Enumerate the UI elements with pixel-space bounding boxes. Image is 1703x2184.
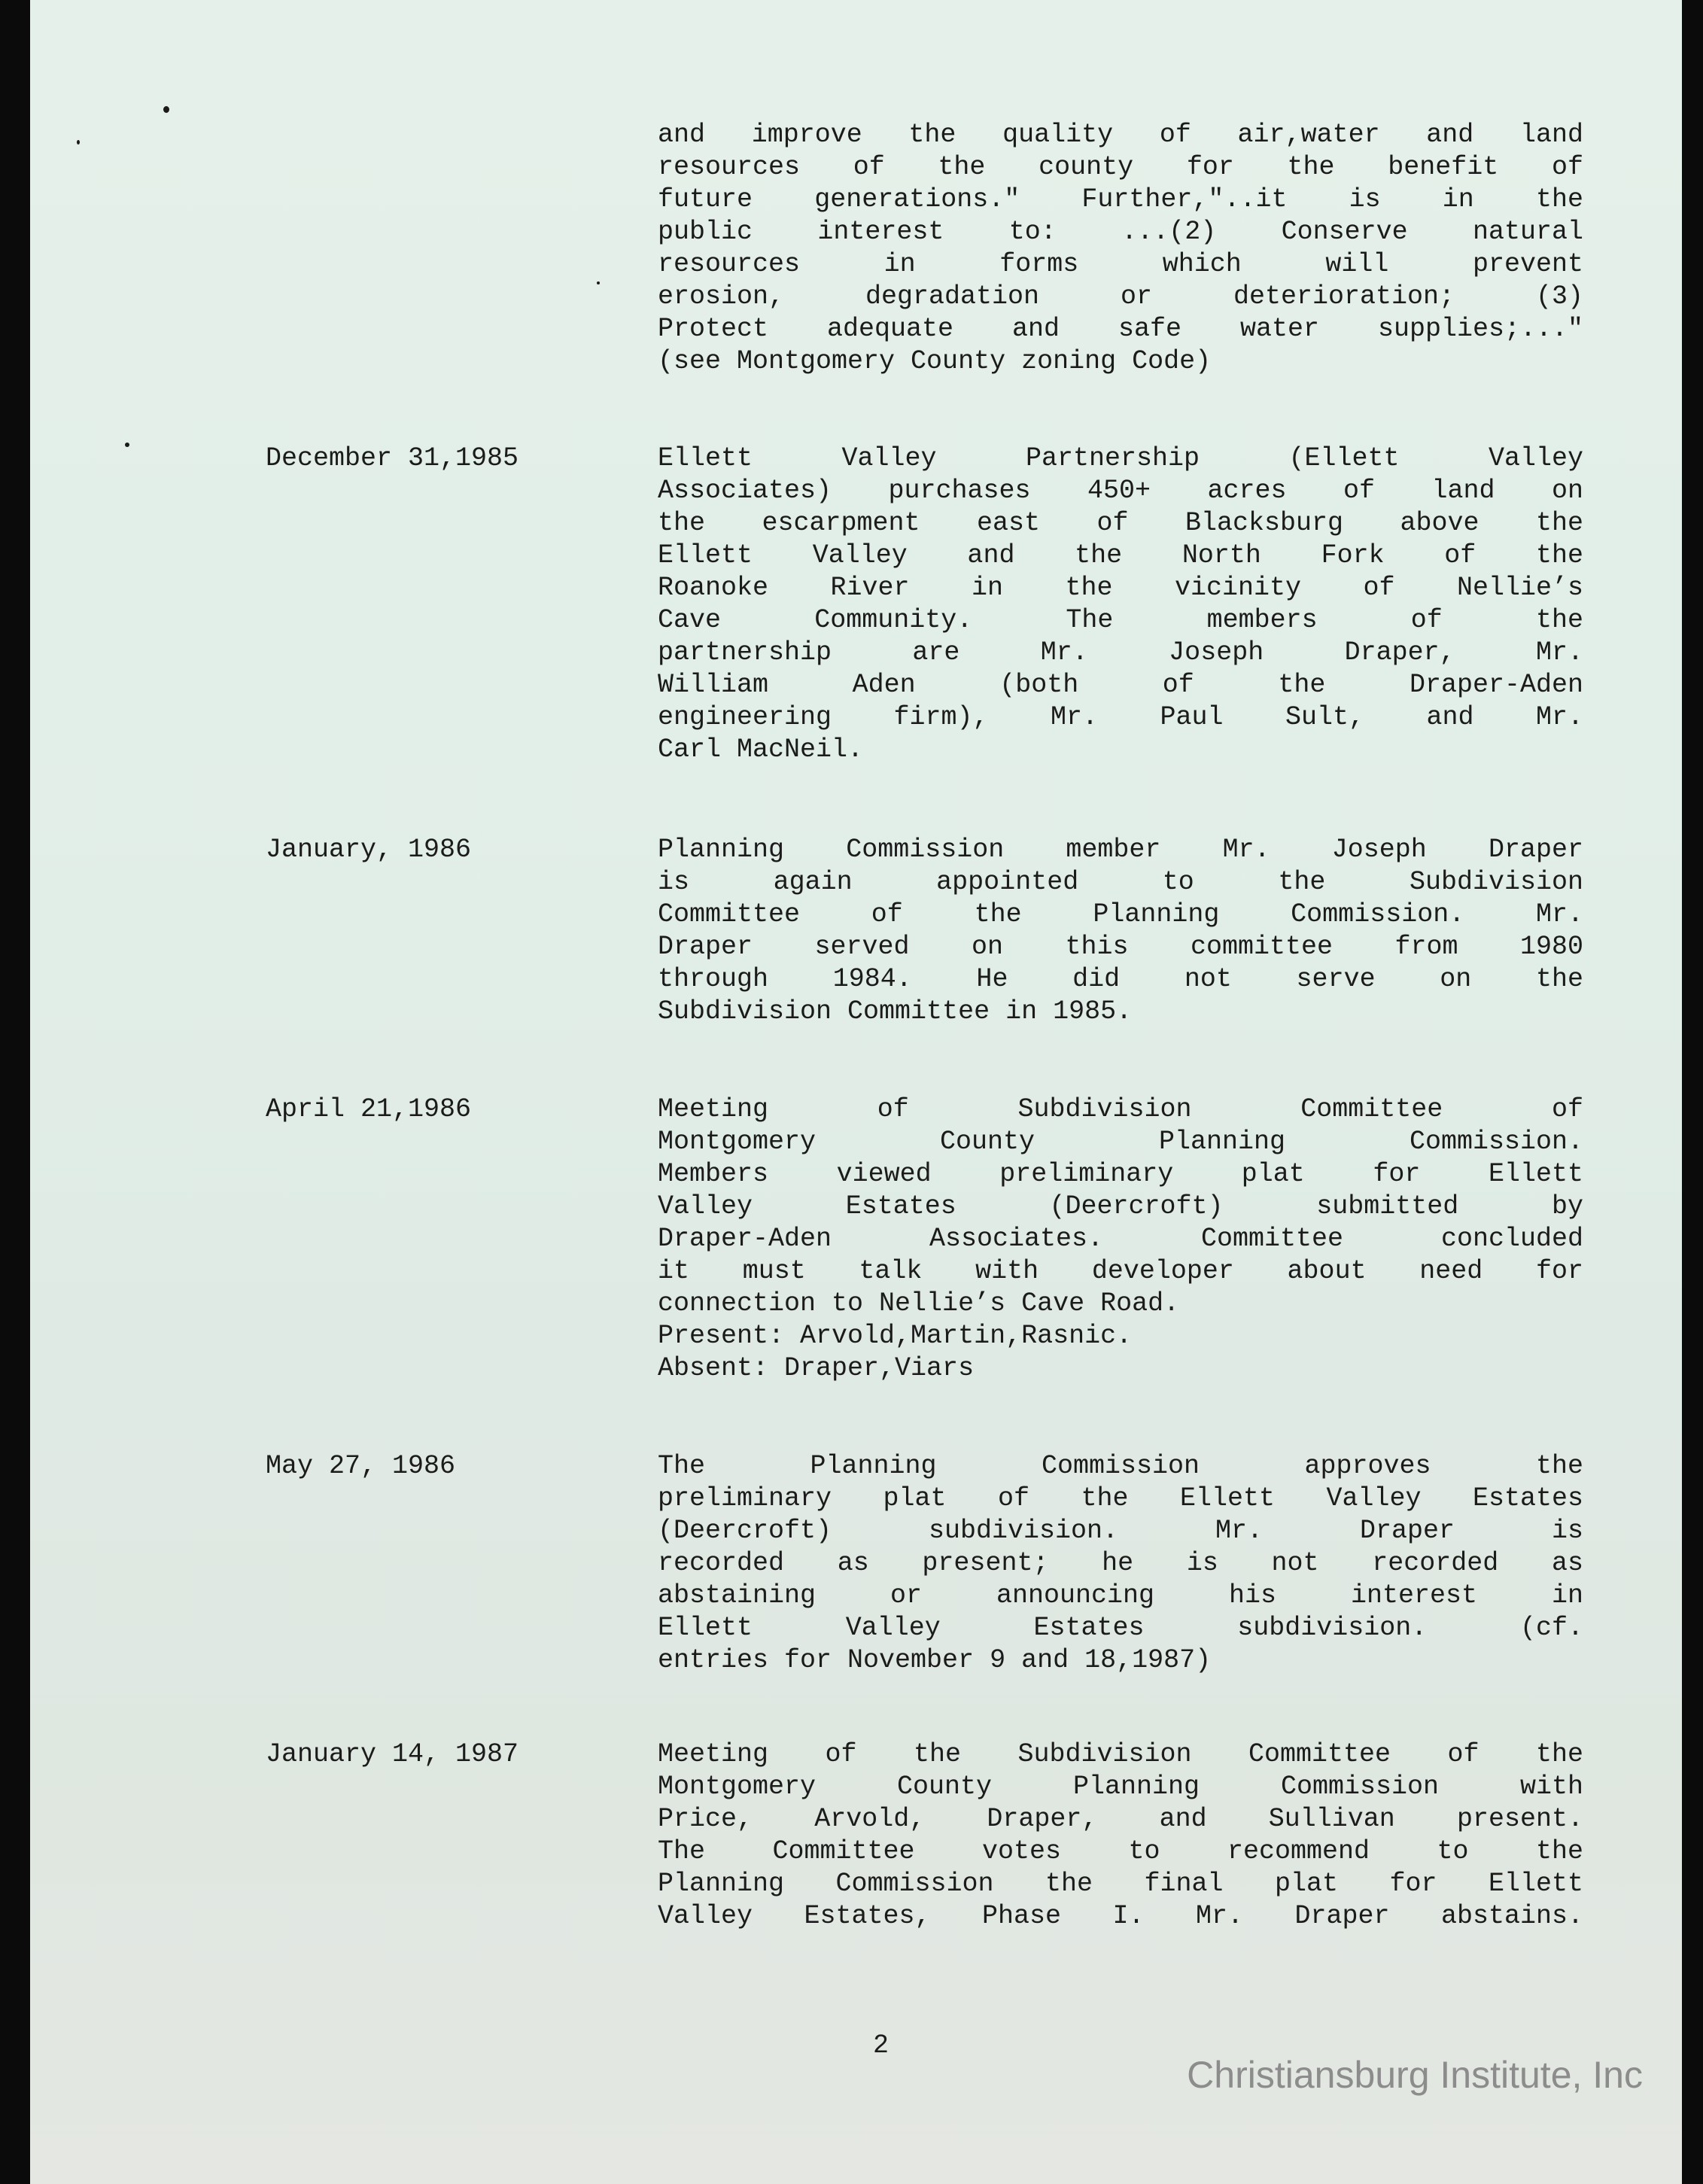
text-line: through 1984. He did not serve on the — [658, 964, 1583, 994]
text-line: Valley Estates (Deercroft) submitted by — [658, 1191, 1583, 1221]
text-line: recorded as present; he is not recorded as — [658, 1548, 1583, 1578]
ink-speck — [597, 281, 600, 284]
text-line: Draper-Aden Associates. Committee concluded — [658, 1224, 1583, 1254]
text-line: The Planning Commission approves the — [658, 1451, 1583, 1481]
text-line: preliminary plat of the Ellett Valley Estates — [658, 1483, 1583, 1513]
text-line: is again appointed to the Subdivision — [658, 867, 1583, 897]
watermark: Christiansburg Institute, Inc — [1187, 2054, 1643, 2096]
text-line: Ellett Valley Estates subdivision. (cf. — [658, 1613, 1583, 1643]
text-line: Ellett Valley and the North Fork of the — [658, 540, 1583, 570]
text-line: future generations." Further,"..it is in the — [658, 184, 1583, 214]
text-line: Members viewed preliminary plat for Ellett — [658, 1159, 1583, 1189]
text-line: Subdivision Committee in 1985. — [658, 996, 1133, 1027]
entry-description — [658, 1094, 1583, 1385]
entry-date: May 27, 1986 — [266, 1451, 456, 1481]
text-line: Valley Estates, Phase I. Mr. Draper abstains. — [658, 1901, 1583, 1931]
text-line: Draper served on this committee from 1980 — [658, 932, 1583, 962]
text-line: Planning Commission the final plat for Ellett — [658, 1869, 1583, 1899]
text-line: Planning Commission member Mr. Joseph Draper — [658, 835, 1583, 865]
entry-date: January 14, 1987 — [266, 1739, 519, 1769]
text-line: (see Montgomery County zoning Code) — [658, 346, 1212, 376]
text-line: Price, Arvold, Draper, and Sullivan present. — [658, 1804, 1583, 1834]
text-line: William Aden (both of the Draper-Aden — [658, 670, 1583, 700]
continuation-paragraph — [658, 119, 1583, 378]
text-line: it must talk with developer about need for — [658, 1256, 1583, 1286]
text-line: (Deercroft) subdivision. Mr. Draper is — [658, 1516, 1583, 1546]
text-line: Montgomery County Planning Commission. — [658, 1127, 1583, 1157]
text-line: connection to Nellie’s Cave Road. — [658, 1288, 1180, 1319]
text-line: Protect adequate and safe water supplies;..." — [658, 314, 1583, 344]
text-line: Absent: Draper,Viars — [658, 1353, 975, 1383]
entry-date: January, 1986 — [266, 835, 472, 865]
entry-description — [658, 1738, 1583, 1933]
entry-date: April 21,1986 — [266, 1094, 472, 1124]
entry-date: December 31,1985 — [266, 443, 519, 473]
text-line: Meeting of the Subdivision Committee of the — [658, 1739, 1583, 1769]
text-line: Present: Arvold,Martin,Rasnic. — [658, 1321, 1133, 1351]
text-line: partnership are Mr. Joseph Draper, Mr. — [658, 637, 1583, 668]
text-line: Meeting of Subdivision Committee of — [658, 1094, 1583, 1124]
text-line: Cave Community. The members of the — [658, 605, 1583, 635]
text-line: Montgomery County Planning Commission with — [658, 1772, 1583, 1802]
text-line: and improve the quality of air,water and land — [658, 120, 1583, 150]
ink-speck — [163, 106, 169, 113]
text-line: Associates) purchases 450+ acres of land on — [658, 476, 1583, 506]
page-number: 2 — [873, 2030, 890, 2061]
text-line: abstaining or announcing his interest in — [658, 1580, 1583, 1611]
entry-description — [658, 443, 1583, 766]
text-line: erosion, degradation or deterioration; (3) — [658, 281, 1583, 312]
text-line: Roanoke River in the vicinity of Nellie’s — [658, 573, 1583, 603]
text-line: engineering firm), Mr. Paul Sult, and Mr. — [658, 702, 1583, 732]
text-line: resources in forms which will prevent — [658, 249, 1583, 279]
text-line: the escarpment east of Blacksburg above the — [658, 508, 1583, 538]
entry-description — [658, 1450, 1583, 1677]
entry-description — [658, 834, 1583, 1028]
document-page — [30, 0, 1682, 2184]
text-line: public interest to: ...(2) Conserve natural — [658, 217, 1583, 247]
text-line: The Committee votes to recommend to the — [658, 1836, 1583, 1866]
text-line: Carl MacNeil. — [658, 735, 864, 765]
text-line: entries for November 9 and 18,1987) — [658, 1645, 1212, 1675]
ink-speck — [77, 140, 80, 144]
text-line: Committee of the Planning Commission. Mr. — [658, 899, 1583, 929]
text-line: Ellett Valley Partnership (Ellett Valley — [658, 443, 1583, 473]
text-line: resources of the county for the benefit of — [658, 152, 1583, 182]
ink-speck — [125, 443, 129, 447]
